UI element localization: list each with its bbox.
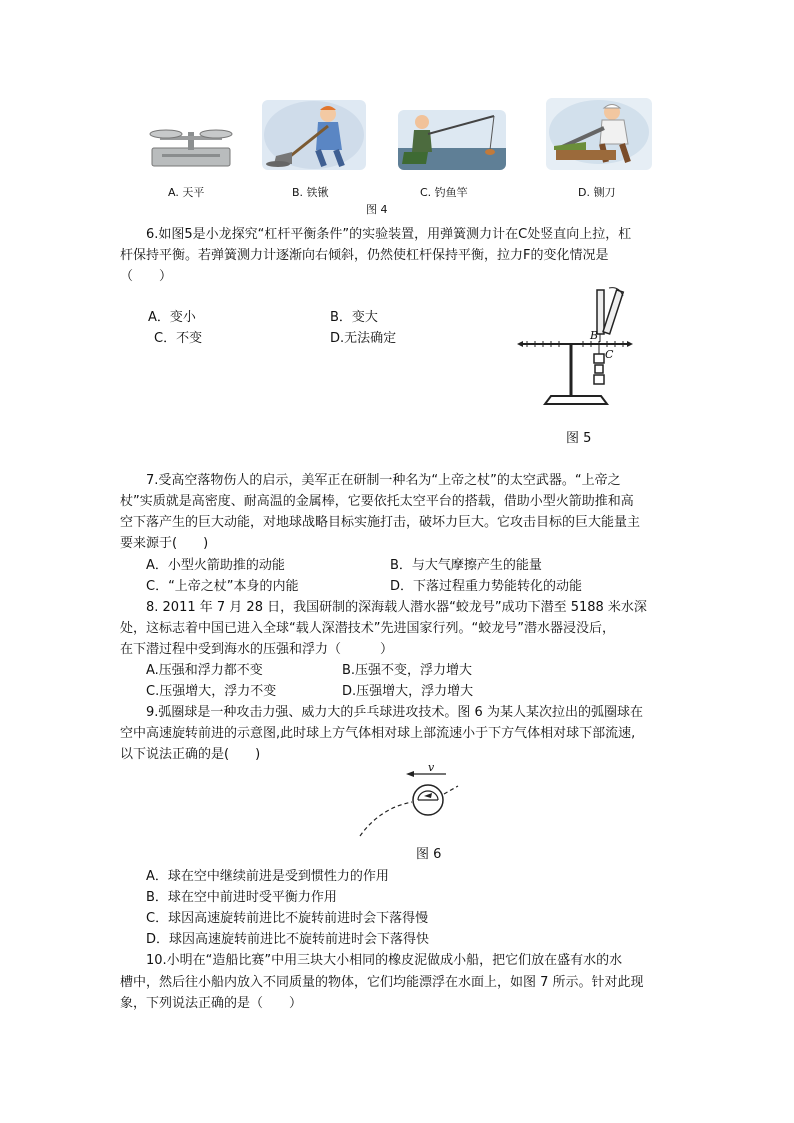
q9-option-b: B．球在空中前进时受平衡力作用 xyxy=(146,890,337,905)
q7-line-4: 要来源于( ) xyxy=(120,536,209,551)
q9-line-2: 空中高速旋转前进的示意图,此时球上方气体相对球上部流速小于下方气体相对球下部流速, xyxy=(120,726,636,741)
q9-option-c: C．球因高速旋转前进比不旋转前进时会下落得慢 xyxy=(146,911,429,926)
q9-line-1: 9.弧圈球是一种攻击力强、威力大的乒乓球进攻技术。图 6 为某人某次拉出的弧圈球在 xyxy=(146,705,643,720)
q6-option-a: A．变小 xyxy=(148,310,196,325)
q6-line-1: 6.如图5是小龙探究“杠杆平衡条件”的实验装置，用弹簧测力计在C处竖直向上拉，杠 xyxy=(146,227,632,242)
option-d-label: D. 铡刀 xyxy=(578,186,616,199)
q6-option-d: D.无法确定 xyxy=(330,331,397,346)
q8-option-c: C.压强增大，浮力不变 xyxy=(146,684,277,699)
q7-line-1: 7.受高空落物伤人的启示，美军正在研制一种名为“上帝之杖”的太空武器。“上帝之 xyxy=(146,473,621,488)
option-c-label: C. 钓鱼竿 xyxy=(420,186,468,199)
figure-6-caption: 图 6 xyxy=(416,847,442,862)
q7-line-3: 空下落产生的巨大动能，对地球战略目标实施打击，破坏力巨大。它攻击目标的巨大能量主 xyxy=(120,515,641,530)
velocity-label: v xyxy=(428,761,435,774)
q9-option-d: D．球因高速旋转前进比不旋转前进时会下落得快 xyxy=(146,932,430,947)
lever-apparatus-diagram xyxy=(515,282,635,414)
fishing-rod-icon xyxy=(398,110,506,170)
q10-line-1: 10.小明在“造船比赛”中用三块大小相同的橡皮泥做成小船，把它们放在盛有水的水 xyxy=(146,953,623,968)
q6-option-b: B．变大 xyxy=(330,310,378,325)
q8-line-3: 在下潜过程中受到海水的压强和浮力（ ） xyxy=(120,642,394,657)
q7-option-b: B．与大气摩擦产生的能量 xyxy=(390,558,542,573)
point-c-label: C xyxy=(605,348,614,361)
q6-line-3: （ ） xyxy=(120,269,173,284)
balance-scale-icon xyxy=(142,118,240,170)
figure-5-caption: 图 5 xyxy=(566,431,592,446)
shovel-worker-icon xyxy=(262,100,366,170)
q6-line-2: 杆保持平衡。若弹簧测力计逐渐向右倾斜，仍然使杠杆保持平衡，拉力F的变化情况是 xyxy=(120,248,609,263)
figure-4-caption: 图 4 xyxy=(366,203,388,216)
q6-option-c: C．不变 xyxy=(154,331,203,346)
guillotine-cutter-icon xyxy=(546,98,652,170)
q8-option-a: A.压强和浮力都不变 xyxy=(146,663,263,678)
q7-option-c: C．“上帝之杖”本身的内能 xyxy=(146,579,299,594)
q8-line-2: 处，这标志着中国已进入全球“载人深潜技术”先进国家行列。“蛟龙号”潜水器浸没后， xyxy=(120,621,615,636)
q10-line-2: 槽中，然后往小船内放入不同质量的物体，它们均能漂浮在水面上，如图 7 所示。针对此现 xyxy=(120,975,644,990)
q7-line-2: 杖”实质就是高密度、耐高温的金属棒，它要依托太空平台的搭载，借助小型火箭助推和高 xyxy=(120,494,634,509)
option-b-label: B. 铁锹 xyxy=(292,186,329,199)
q9-option-a: A．球在空中继续前进是受到惯性力的作用 xyxy=(146,869,389,884)
q7-option-d: D．下落过程重力势能转化的动能 xyxy=(390,579,583,594)
point-b-label: B xyxy=(590,329,599,342)
q8-line-1: 8. 2011 年 7 月 28 日，我国研制的深海载人潜水器“蛟龙号”成功下潜至 5188 米水深 xyxy=(146,600,647,615)
option-a-label: A. 天平 xyxy=(168,186,205,199)
q9-line-3: 以下说法正确的是( ) xyxy=(120,747,261,762)
q10-line-3: 象，下列说法正确的是（ ） xyxy=(120,996,303,1011)
q7-option-a: A．小型火箭助推的动能 xyxy=(146,558,285,573)
q8-option-d: D.压强增大，浮力增大 xyxy=(342,684,474,699)
spinning-ball-diagram xyxy=(352,762,470,842)
q8-option-b: B.压强不变，浮力增大 xyxy=(342,663,473,678)
